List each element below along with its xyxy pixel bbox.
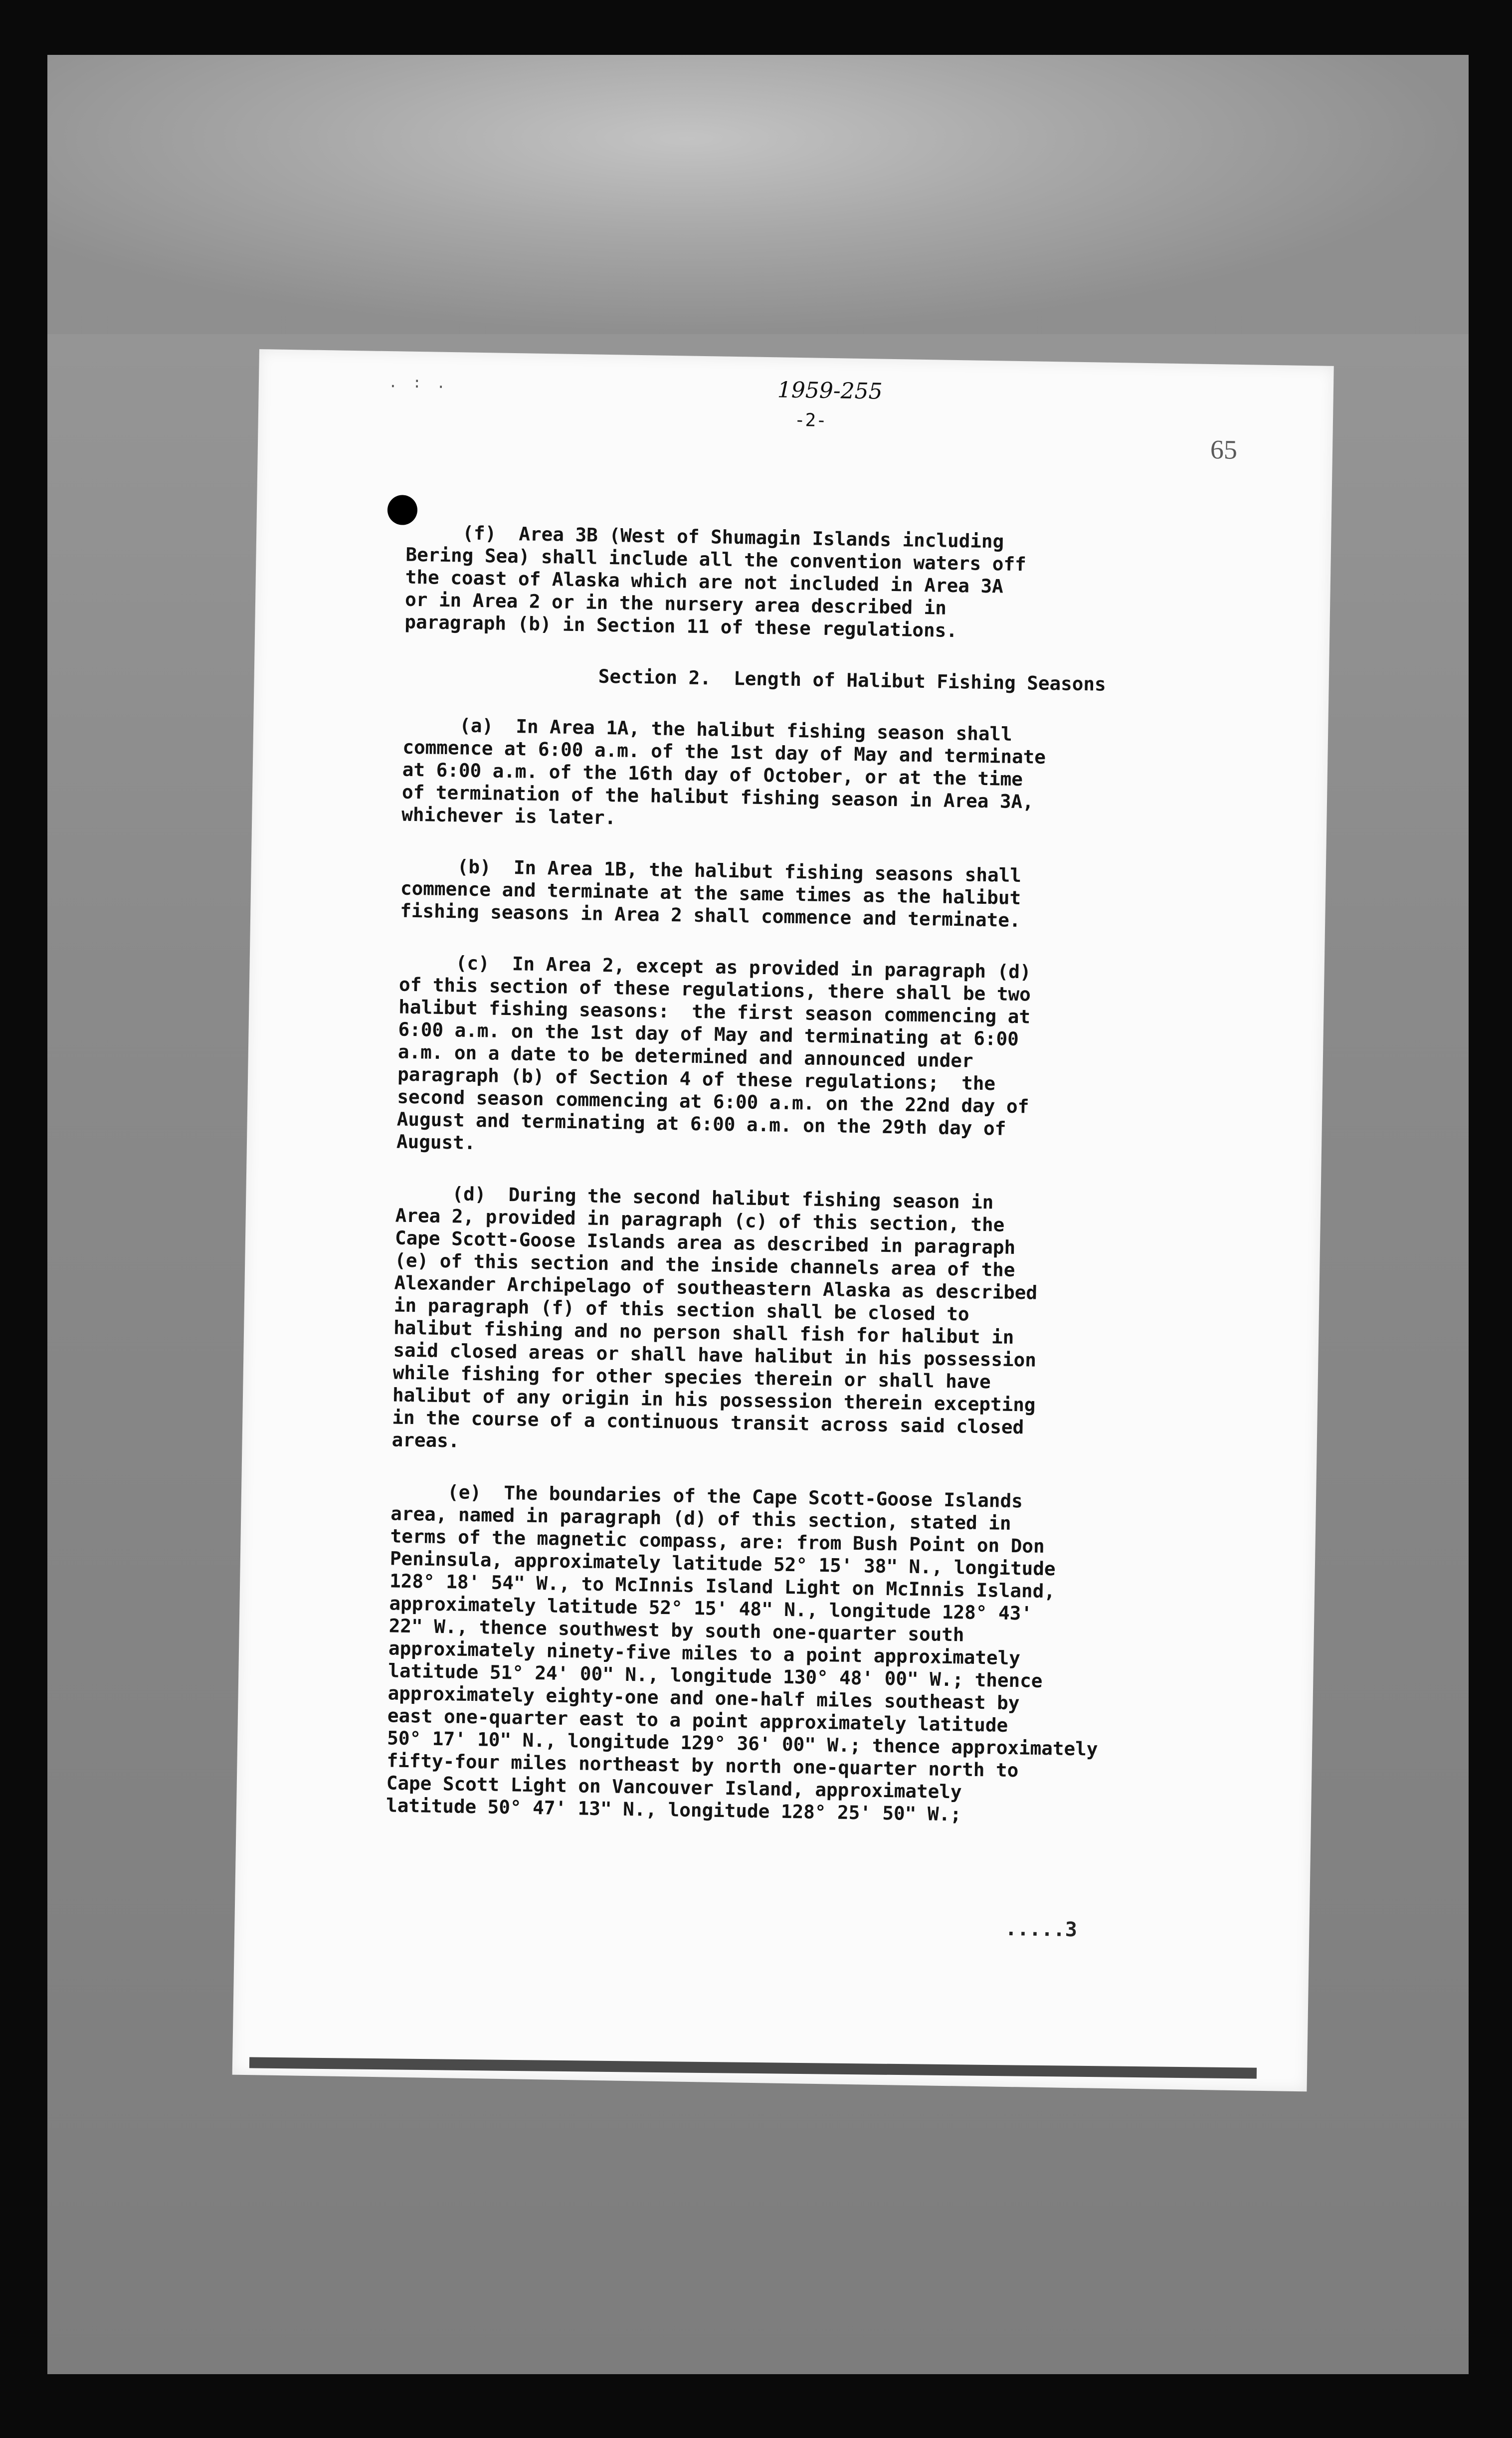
backing-sheet-shading — [47, 55, 1469, 334]
paragraph-d: (d) During the second halibut fishing season in Area 2, provided in paragraph (c) of this section, the Cape Scott-Goose Islands area as described in paragraph (e) of this section and the inside channels area of the Alexander Archipelago of southeastern Alaska as described in paragraph (f) of this section shall be closed to halibut fishing and no person shall fish for halibut in said closed areas or shall have halibut in his possession while fishing for other species therein or shall have halibut of any origin in his possession therein excepting in the course of a continuous transit across said closed areas. — [391, 1182, 1038, 1452]
paragraph-a: (a) In Area 1A, the halibut fishing season shall commence at 6:00 a.m. of the 1st day of May and terminate at 6:00 a.m. of the 16th day of October, or at the time of termination of the halibut fishing season in Area 3A, whichever is later. — [401, 713, 1046, 829]
section-heading: Section 2. Length of Halibut Fishing Seasons — [598, 665, 1107, 695]
page-marks: . : . — [388, 374, 449, 392]
stamp-number: 65 — [1210, 434, 1238, 465]
document-body — [385, 521, 1294, 1860]
paragraph-f: (f) Area 3B (West of Shumagin Islands including Bering Sea) shall include all the convention waters off the coast of Alaska which are not included in Area 3A or in Area 2 or in the nursery area described in paragraph (b) in Section 11 of these regulations. — [404, 521, 1027, 642]
paragraph-b: (b) In Area 1B, the halibut fishing seasons shall commence and terminate at the same times as the halibut fishing seasons in Area 2 shall commence and terminate. — [400, 854, 1022, 932]
paragraph-e: (e) The boundaries of the Cape Scott-Goose Islands area, named in paragraph (d) of this section, stated in terms of the magnetic compass, are: from Bush Point on Don Peninsula, approximately latitude 52° 15' 38" N., longitude 128° 18' 54" W., to McInnis Island Light on McInnis Island, approximately latitude 52° 15' 48" N., longitude 128° 43' 22" W., thence southwest by south one-quarter south approximately ninety-five miles to a point approximately latitude 51° 24' 00" N., longitude 130° 48' 00" W.; thence approximately eighty-one and one-half miles southeast by east one-quarter east to a point approximately latitude 50° 17' 10" N., longitude 129° 36' 00" W.; thence approximately fifty-four miles northeast by north one-quarter north to Cape Scott Light on Vancouver Island, approximately latitude 50° 47' 13" N., longitude 128° 25' 50" W.; — [385, 1480, 1098, 1826]
paragraph-c: (c) In Area 2, except as provided in paragraph (d) of this section of these regulations, there shall be two halibut fishing seasons: the first season commencing at 6:00 a.m. on the 1st day of May and terminating at 6:00 a.m. on a date to be determined and announced under paragraph (b) of Section 4 of these regulations; the second season commencing at 6:00 a.m. on the 22nd day of August and terminating at 6:00 a.m. on the 29th day of August. — [396, 951, 1031, 1154]
continuation-marker: .....3 — [1005, 1917, 1078, 1942]
document-page — [232, 349, 1334, 2091]
punch-hole — [387, 495, 418, 525]
page-number: -2- — [794, 409, 827, 431]
handwritten-note: 1959-255 — [777, 377, 883, 405]
